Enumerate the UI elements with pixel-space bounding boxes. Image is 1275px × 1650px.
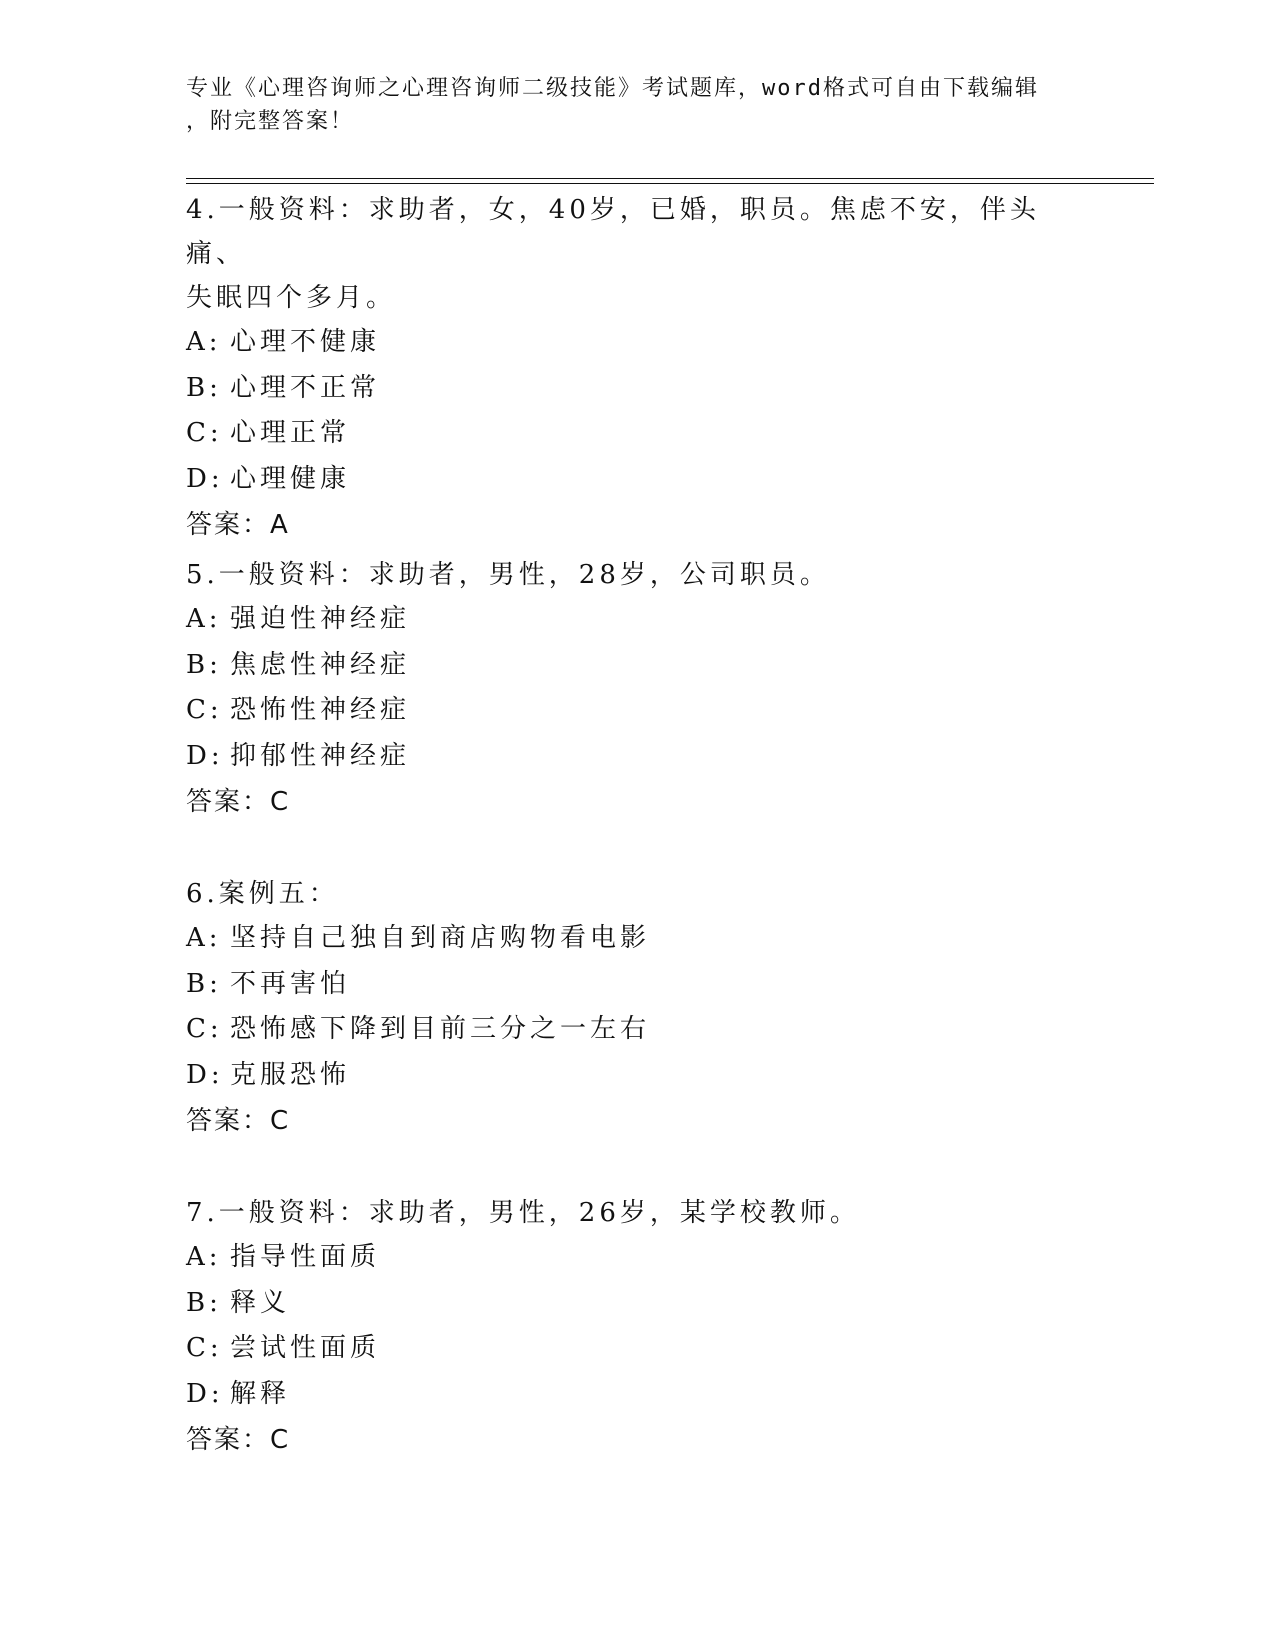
option-text: 坚持自己独自到商店购物看电影 [230,923,651,953]
option-a [186,597,1086,643]
option-text: 焦虑性神经症 [230,649,411,680]
option-key: C: [186,1333,223,1363]
option-key: A: [186,923,222,953]
option-c [186,1007,1086,1053]
option-key: B: [186,372,222,403]
header-line-2: ，附完整答案！ [186,109,355,134]
option-text: 恐怖性神经症 [230,695,411,725]
header-divider-top [186,178,1154,179]
option-key: D: [186,1378,224,1409]
option-text: 强迫性神经症 [230,604,411,634]
option-text: 心理正常 [230,418,351,448]
option-d [186,457,1086,503]
option-d [186,734,1086,780]
option-key: D: [186,463,224,494]
question-5 [186,553,1086,825]
option-key: A: [186,604,222,634]
option-a [186,1235,1086,1281]
answer-line: 答案：C [186,1106,291,1136]
option-key: A: [186,327,222,357]
question-6 [186,872,1086,1144]
question-stem: 6.案例五： [186,879,339,909]
option-b [186,366,1086,412]
option-key: D: [186,740,224,771]
option-key: B: [186,968,222,999]
header-line-1: 专业《心理咨询师之心理咨询师二级技能》考试题库，word格式可自由下载编辑 [186,76,1039,101]
question-stem: 7.一般资料：求助者，男性，26岁，某学校教师。 [186,1198,860,1228]
option-key: C: [186,1014,223,1044]
answer-line: 答案：A [186,510,290,540]
option-text: 释义 [230,1287,291,1318]
option-text: 解释 [230,1378,291,1409]
option-text: 心理不健康 [230,327,381,357]
option-c [186,1326,1086,1372]
question-4 [186,188,1086,548]
document-header [186,72,1066,138]
option-a [186,916,1086,962]
option-text: 心理健康 [230,463,351,494]
option-key: C: [186,418,223,448]
option-text: 心理不正常 [230,372,381,403]
option-b [186,962,1086,1008]
question-stem: 4.一般资料：求助者，女，40岁，已婚，职员。焦虑不安，伴头痛、 [186,195,1040,269]
option-b [186,1281,1086,1327]
option-d [186,1053,1086,1099]
option-key: B: [186,1287,222,1318]
option-text: 克服恐怖 [230,1059,351,1090]
header-divider-bottom [186,183,1154,184]
answer-line: 答案：C [186,1425,291,1455]
option-c [186,688,1086,734]
option-key: C: [186,695,223,725]
option-c [186,411,1086,457]
question-stem: 5.一般资料：求助者，男性，28岁，公司职员。 [186,560,830,590]
option-text: 尝试性面质 [230,1333,381,1363]
option-key: D: [186,1059,224,1090]
option-b [186,643,1086,689]
option-key: A: [186,1242,222,1272]
option-text: 恐怖感下降到目前三分之一左右 [230,1014,651,1044]
option-a [186,320,1086,366]
option-text: 指导性面质 [230,1242,381,1272]
question-stem-continued: 失眠四个多月。 [186,283,397,313]
option-text: 抑郁性神经症 [230,740,411,771]
answer-line: 答案：C [186,787,291,817]
question-7 [186,1191,1086,1463]
option-text: 不再害怕 [230,968,351,999]
option-key: B: [186,649,222,680]
option-d [186,1372,1086,1418]
